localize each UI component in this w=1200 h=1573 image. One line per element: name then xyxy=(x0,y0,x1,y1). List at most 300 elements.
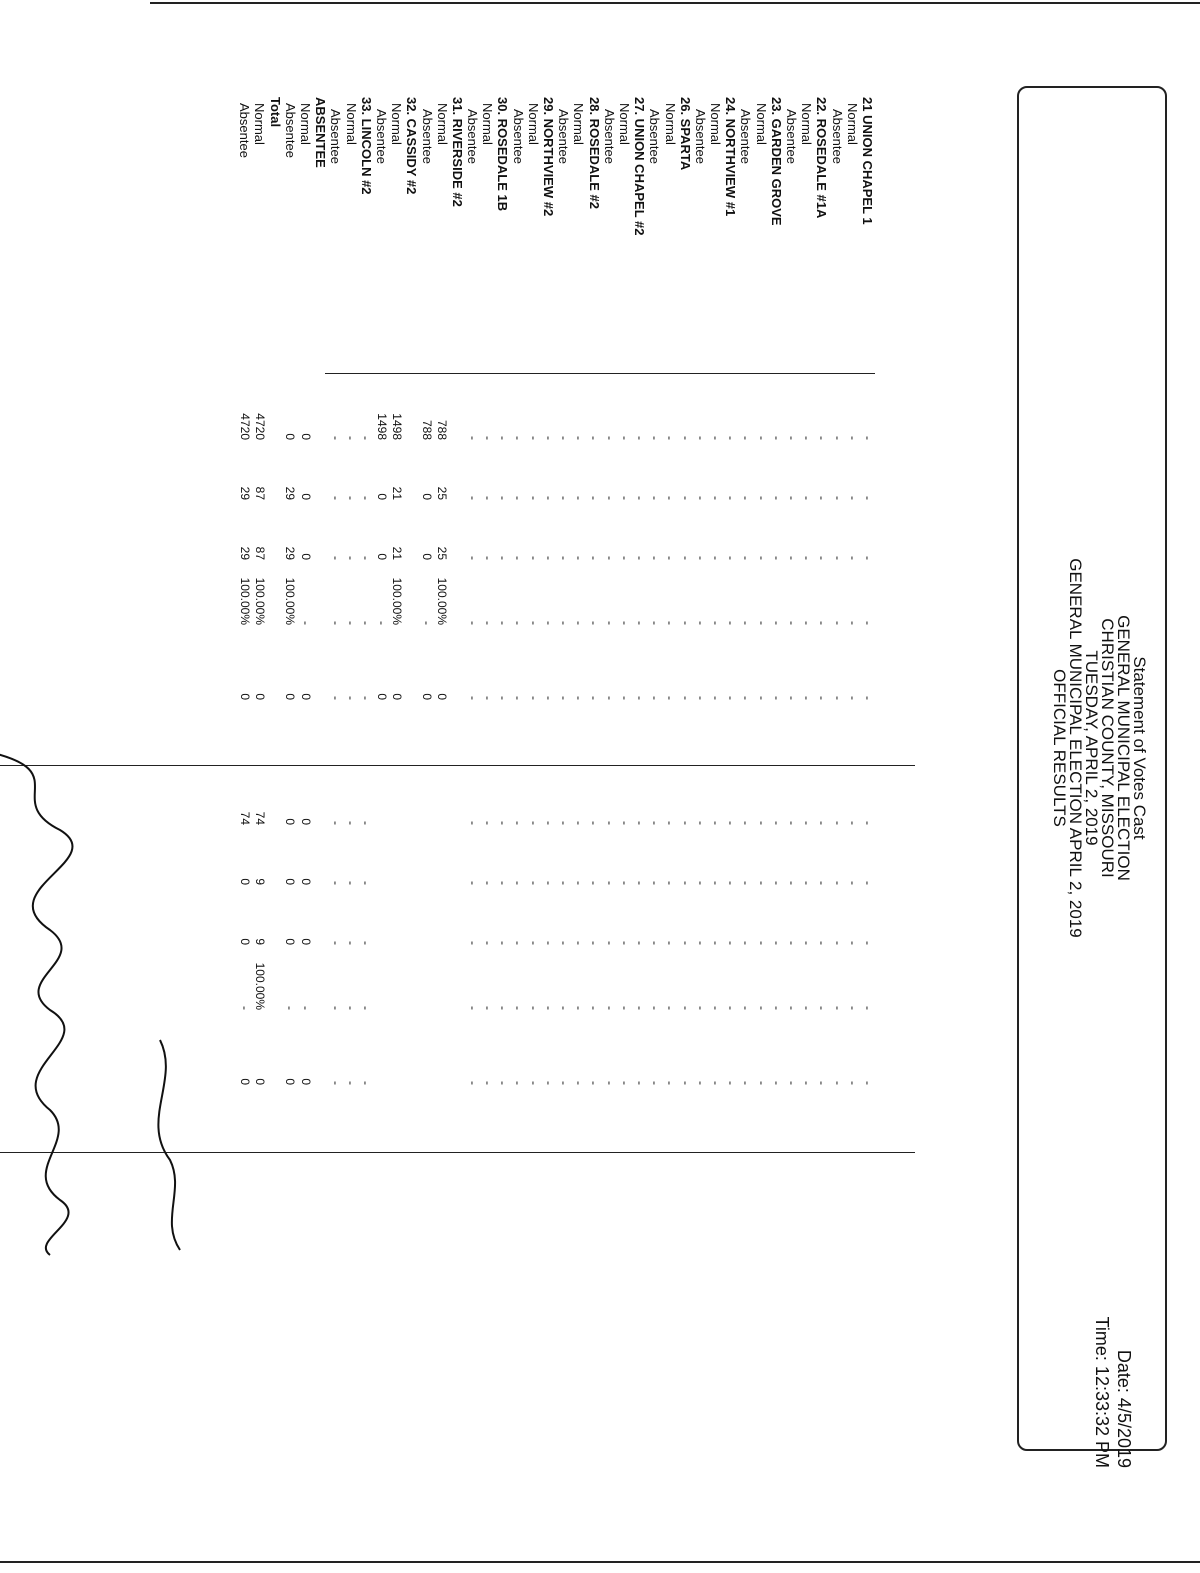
vote-cell: - xyxy=(785,941,799,945)
vote-cell: - xyxy=(739,436,754,440)
vote-cell: - xyxy=(359,821,374,825)
vote-cell: - xyxy=(359,881,374,885)
vote-cell: - xyxy=(602,1006,617,1010)
vote-cell: - xyxy=(329,1081,343,1085)
vote-cell: - xyxy=(769,821,784,825)
vote-cell: - xyxy=(648,881,663,885)
vote-cell: - xyxy=(724,941,739,945)
vote-cell: - xyxy=(709,621,723,625)
vote-cell: - xyxy=(815,821,830,825)
vote-cell xyxy=(389,875,404,945)
vote-cell: - xyxy=(861,1081,875,1085)
vote-cell: - xyxy=(754,436,769,440)
vote-cell: - xyxy=(754,556,769,560)
vote-cell: - xyxy=(633,941,647,945)
vote-cell: - xyxy=(496,696,511,700)
vote-cell: - xyxy=(541,1081,556,1085)
vote-cell xyxy=(449,490,464,560)
vote-cell: - xyxy=(693,1081,708,1085)
vote-cell: - xyxy=(861,821,875,825)
vote-cell: 0 xyxy=(374,553,389,560)
vote-cell: - xyxy=(830,556,845,560)
vote-cell: - xyxy=(617,556,632,560)
precinct-row-label: Normal xyxy=(617,103,632,145)
vote-cell: - xyxy=(465,556,480,560)
vote-cell: - xyxy=(861,496,875,500)
vote-cell: 9 xyxy=(253,878,267,885)
vote-cell: - xyxy=(845,821,860,825)
precinct-row-label: Normal xyxy=(525,103,541,145)
precinct-row-label: 27. UNION CHAPEL #2 xyxy=(632,97,648,236)
vote-cell: - xyxy=(511,496,526,500)
vote-cell: - xyxy=(237,1006,252,1010)
vote-cell: - xyxy=(769,696,784,700)
report-datetime xyxy=(1091,1248,1135,1468)
vote-cell: - xyxy=(769,621,784,625)
precinct-row-label: Absentee xyxy=(601,109,617,164)
vote-cell: - xyxy=(785,1006,799,1010)
precinct-row-label: Normal xyxy=(389,103,405,145)
vote-cell: - xyxy=(481,696,495,700)
vote-cell: - xyxy=(709,1006,723,1010)
vote-cell xyxy=(449,1015,464,1085)
vote-cell: - xyxy=(739,556,754,560)
vote-cell: - xyxy=(815,436,830,440)
vote-cell: - xyxy=(511,881,526,885)
vote-cell: - xyxy=(845,941,860,945)
vote-cell: 0 xyxy=(298,1078,313,1085)
precinct-row-label: Absentee xyxy=(692,109,708,164)
vote-cell: - xyxy=(617,881,632,885)
vote-cell xyxy=(434,1015,449,1085)
vote-cell: 9 xyxy=(253,938,267,945)
report-title-line: TUESDAY, APRIL 2, 2019 xyxy=(1082,650,1101,846)
vote-cell: - xyxy=(830,1006,845,1010)
vote-cell: 788 xyxy=(420,419,435,440)
vote-cell: 29 xyxy=(237,546,252,560)
precinct-row-label: Absentee xyxy=(374,109,389,164)
vote-cell: - xyxy=(344,881,359,885)
vote-cell: 0 xyxy=(298,878,313,885)
vote-cell: - xyxy=(845,881,860,885)
vote-cell: - xyxy=(465,696,480,700)
vote-cell: - xyxy=(648,621,663,625)
precinct-row-label: Absentee xyxy=(647,109,663,164)
vote-cell: 29 xyxy=(237,486,252,500)
vote-cell: - xyxy=(633,881,647,885)
vote-cell: - xyxy=(511,941,526,945)
vote-cell: - xyxy=(572,1081,587,1085)
vote-cell: - xyxy=(663,436,678,440)
vote-cell: - xyxy=(344,496,359,500)
vote-cell: - xyxy=(557,881,571,885)
vote-cell: - xyxy=(663,941,678,945)
vote-cell: - xyxy=(815,556,830,560)
vote-cell: - xyxy=(587,1006,602,1010)
vote-cell: 0 xyxy=(237,693,252,700)
vote-cell: - xyxy=(830,881,845,885)
vote-cell: - xyxy=(557,1006,571,1010)
vote-cell: - xyxy=(329,621,343,625)
vote-cell: - xyxy=(861,696,875,700)
precinct-row-label: Absentee xyxy=(328,109,344,164)
vote-cell: - xyxy=(830,821,845,825)
precinct-row-label: 26. SPARTA xyxy=(677,97,693,171)
precinct-row-label: 24. NORTHVIEW #1 xyxy=(723,97,739,217)
vote-cell: - xyxy=(329,556,343,560)
vote-cell xyxy=(419,875,434,945)
vote-cell: - xyxy=(587,941,602,945)
vote-cell: - xyxy=(617,621,632,625)
vote-cell: - xyxy=(830,496,845,500)
vote-cell: 788 xyxy=(435,419,450,440)
vote-cell: - xyxy=(693,696,708,700)
precinct-row-label: ABSENTEE xyxy=(313,97,329,168)
vote-cell: - xyxy=(359,1006,374,1010)
vote-cell: - xyxy=(617,821,632,825)
vote-cell xyxy=(313,1015,328,1085)
vote-cell: - xyxy=(344,821,359,825)
vote-cell xyxy=(313,940,328,1010)
vote-cell: - xyxy=(709,496,723,500)
vote-cell: - xyxy=(861,436,875,440)
vote-cell: - xyxy=(572,621,587,625)
vote-cell: - xyxy=(648,556,663,560)
vote-cell: - xyxy=(481,436,495,440)
precinct-row-label: Absentee xyxy=(237,103,253,158)
vote-cell: - xyxy=(496,436,511,440)
vote-cell: - xyxy=(739,496,754,500)
vote-cell: - xyxy=(815,1006,830,1010)
precinct-row-label: Normal xyxy=(480,103,496,145)
vote-cell: - xyxy=(785,496,799,500)
vote-cell: - xyxy=(663,1081,678,1085)
vote-cell: - xyxy=(648,941,663,945)
vote-cell: - xyxy=(861,621,875,625)
vote-cell: - xyxy=(602,621,617,625)
vote-cell: - xyxy=(572,496,587,500)
precinct-label-column xyxy=(237,97,875,397)
vote-cell: - xyxy=(739,621,754,625)
report-title-line: GENERAL MUNICIPAL ELECTION APRIL 2, 2019 xyxy=(1066,558,1085,938)
vote-cell: - xyxy=(602,821,617,825)
vote-cell: - xyxy=(815,496,830,500)
vote-cell: 0 xyxy=(283,878,298,885)
vote-cell: - xyxy=(481,881,495,885)
vote-cell: - xyxy=(359,496,374,500)
vote-cell: 0 xyxy=(237,1078,252,1085)
vote-cell: - xyxy=(724,821,739,825)
vote-cell: - xyxy=(785,1081,799,1085)
vote-cell xyxy=(313,555,328,625)
vote-cell: - xyxy=(359,556,374,560)
vote-cell: - xyxy=(754,696,769,700)
vote-cell: - xyxy=(329,496,343,500)
vote-cell: - xyxy=(511,1081,526,1085)
vote-cell: - xyxy=(678,556,693,560)
vote-cell: - xyxy=(754,621,769,625)
precinct-row-label: 21 UNION CHAPEL 1 xyxy=(860,97,875,225)
vote-cell xyxy=(404,875,419,945)
vote-cell: - xyxy=(496,1006,511,1010)
vote-cell: - xyxy=(633,1006,647,1010)
vote-cell: - xyxy=(359,621,374,625)
vote-cell: - xyxy=(344,1081,359,1085)
vote-cell: - xyxy=(587,821,602,825)
vote-cell xyxy=(404,940,419,1010)
vote-cell: - xyxy=(633,621,647,625)
vote-cell: - xyxy=(678,436,693,440)
vote-cell: - xyxy=(845,496,860,500)
vote-cell: - xyxy=(800,556,815,560)
vote-cell: - xyxy=(496,1081,511,1085)
vote-cell: - xyxy=(329,1006,343,1010)
vote-cell: - xyxy=(648,496,663,500)
report-date: Date: 4/5/2019 xyxy=(1114,1349,1134,1468)
vote-cell: - xyxy=(800,436,815,440)
vote-cell: - xyxy=(800,696,815,700)
vote-cell: - xyxy=(344,556,359,560)
vote-cell: 0 xyxy=(283,818,298,825)
vote-cell: - xyxy=(557,556,571,560)
vote-cell: - xyxy=(298,1006,313,1010)
vote-cell: 4720 xyxy=(253,413,267,440)
vote-cell: - xyxy=(541,496,556,500)
vote-cell: - xyxy=(572,941,587,945)
precinct-row-label: Normal xyxy=(571,103,587,145)
vote-cell xyxy=(373,875,388,945)
vote-cell: - xyxy=(693,821,708,825)
vote-cell: - xyxy=(739,696,754,700)
vote-cell: - xyxy=(541,621,556,625)
vote-cell: - xyxy=(465,881,480,885)
precinct-row-label: 30. ROSEDALE 1B xyxy=(495,97,511,212)
vote-cell: - xyxy=(754,941,769,945)
vote-cell: - xyxy=(815,941,830,945)
vote-cell: - xyxy=(587,556,602,560)
vote-cell: - xyxy=(329,821,343,825)
vote-cell: 0 xyxy=(374,493,389,500)
vote-cell: - xyxy=(511,696,526,700)
precinct-row-label: Absentee xyxy=(784,109,800,164)
vote-cell: - xyxy=(526,621,541,625)
vote-cell: - xyxy=(815,881,830,885)
vote-cell: - xyxy=(724,556,739,560)
vote-cell: - xyxy=(648,1081,663,1085)
vote-cell: - xyxy=(633,821,647,825)
vote-cell xyxy=(373,1015,388,1085)
vote-cell: 100.00% xyxy=(283,577,298,625)
vote-cell: - xyxy=(678,821,693,825)
vote-cell: - xyxy=(769,881,784,885)
vote-cell: 29 xyxy=(283,546,298,560)
vote-cell xyxy=(434,875,449,945)
vote-cell: - xyxy=(496,941,511,945)
precinct-row-label: Normal xyxy=(662,103,678,145)
vote-cell: - xyxy=(572,556,587,560)
vote-cell: - xyxy=(465,621,480,625)
vote-cell: - xyxy=(496,621,511,625)
vote-cell xyxy=(404,1015,419,1085)
precinct-row-label: Total xyxy=(267,97,283,128)
vote-cell: - xyxy=(663,881,678,885)
vote-cell: 0 xyxy=(420,693,435,700)
vote-cell: - xyxy=(633,556,647,560)
vote-cell: - xyxy=(557,696,571,700)
vote-cell xyxy=(373,940,388,1010)
precinct-row-label: 31. RIVERSIDE #2 xyxy=(449,97,465,207)
report-header-box xyxy=(1017,86,1167,1468)
precinct-row-label: 22. ROSEDALE #1A xyxy=(814,97,830,219)
vote-cell: - xyxy=(572,1006,587,1010)
vote-cell: - xyxy=(541,941,556,945)
vote-cell: 100.00% xyxy=(253,577,267,625)
vote-cell: - xyxy=(800,1006,815,1010)
precinct-row-label: Absentee xyxy=(465,109,481,164)
vote-cell: 0 xyxy=(253,693,267,700)
vote-cell: - xyxy=(617,436,632,440)
vote-cell: - xyxy=(693,881,708,885)
vote-cell: - xyxy=(754,496,769,500)
vote-cell xyxy=(313,630,328,700)
vote-cell: - xyxy=(663,556,678,560)
vote-cell: - xyxy=(709,696,723,700)
vote-cell: - xyxy=(541,556,556,560)
vote-cell xyxy=(449,940,464,1010)
vote-cell: - xyxy=(541,881,556,885)
vote-cell: - xyxy=(511,621,526,625)
vote-cell: - xyxy=(526,496,541,500)
vote-cell: - xyxy=(648,696,663,700)
vote-cell: - xyxy=(617,1006,632,1010)
vote-cell: 87 xyxy=(253,486,267,500)
vote-cell: - xyxy=(344,436,359,440)
vote-cell xyxy=(404,555,419,625)
vote-cell: - xyxy=(420,621,435,625)
vote-cell: 0 xyxy=(374,693,389,700)
vote-cell: - xyxy=(754,881,769,885)
vote-cell: - xyxy=(329,696,343,700)
vote-cell: - xyxy=(663,496,678,500)
vote-cell: 0 xyxy=(253,1078,267,1085)
precinct-row-label: Normal xyxy=(343,103,359,145)
vote-cell: - xyxy=(465,496,480,500)
vote-cell: - xyxy=(724,1006,739,1010)
vote-cell: - xyxy=(724,496,739,500)
precinct-row-label: Normal xyxy=(753,103,769,145)
vote-cell: 87 xyxy=(253,546,267,560)
vote-cell: - xyxy=(693,496,708,500)
vote-cell: - xyxy=(709,881,723,885)
precinct-row-label: Normal xyxy=(252,103,268,145)
vote-cell: 0 xyxy=(298,493,313,500)
vote-cell: 21 xyxy=(389,546,404,560)
vote-cell: 25 xyxy=(435,546,450,560)
vote-cell: 74 xyxy=(237,811,252,825)
vote-cell: 0 xyxy=(283,1078,298,1085)
vote-cell: - xyxy=(359,436,374,440)
vote-cell: 100.00% xyxy=(253,962,267,1010)
vote-cell: - xyxy=(724,621,739,625)
vote-cell: - xyxy=(481,1081,495,1085)
precinct-row-label: Normal xyxy=(434,103,450,145)
vote-cell: - xyxy=(541,696,556,700)
vote-cell: - xyxy=(511,1006,526,1010)
vote-cell xyxy=(449,875,464,945)
vote-cell: 0 xyxy=(298,938,313,945)
vote-cell: 25 xyxy=(435,486,450,500)
vote-cell: - xyxy=(526,881,541,885)
vote-cell: 0 xyxy=(298,433,313,440)
vote-cell xyxy=(313,875,328,945)
vote-cell: 0 xyxy=(237,878,252,885)
vote-cell: - xyxy=(861,881,875,885)
report-title-line: CHRISTIAN COUNTY, MISSOURI xyxy=(1098,618,1117,878)
vote-cell: - xyxy=(769,436,784,440)
vote-cell: - xyxy=(481,941,495,945)
vote-cell: - xyxy=(496,496,511,500)
vote-cell xyxy=(267,875,282,945)
vote-cell: - xyxy=(861,941,875,945)
vote-cell: - xyxy=(465,941,480,945)
vote-cell: - xyxy=(602,556,617,560)
precinct-row-label: Absentee xyxy=(282,103,298,158)
precinct-row-label: 32. CASSIDY #2 xyxy=(404,97,420,195)
precinct-row-label: Absentee xyxy=(738,109,754,164)
vote-cell: - xyxy=(709,941,723,945)
vote-cell: - xyxy=(861,1006,875,1010)
vote-cell: - xyxy=(785,436,799,440)
vote-cell: - xyxy=(496,821,511,825)
vote-cell: - xyxy=(496,556,511,560)
vote-cell: - xyxy=(481,621,495,625)
vote-cell xyxy=(404,630,419,700)
precinct-row-label: 29. NORTHVIEW #2 xyxy=(541,97,557,217)
vote-cell: - xyxy=(633,436,647,440)
precinct-row-label: Normal xyxy=(799,103,815,145)
vote-cell: - xyxy=(617,941,632,945)
signature-image xyxy=(0,740,200,1260)
vote-cell: 0 xyxy=(420,493,435,500)
vote-cell: - xyxy=(572,821,587,825)
report-time: Time: 12:33:32 PM xyxy=(1092,1316,1112,1468)
vote-cell: - xyxy=(785,556,799,560)
vote-cell: - xyxy=(572,881,587,885)
vote-cell: - xyxy=(754,1006,769,1010)
vote-cell: - xyxy=(769,1081,784,1085)
vote-cell: - xyxy=(709,1081,723,1085)
vote-cell: - xyxy=(587,436,602,440)
vote-cell: - xyxy=(344,1006,359,1010)
vote-cell: - xyxy=(663,621,678,625)
vote-cell: - xyxy=(526,1006,541,1010)
vote-cell: - xyxy=(465,1081,480,1085)
vote-cell: - xyxy=(663,696,678,700)
vote-cell: 74 xyxy=(253,811,267,825)
vote-cell: - xyxy=(511,556,526,560)
vote-cell: - xyxy=(724,436,739,440)
vote-cell: - xyxy=(587,496,602,500)
vote-cell: - xyxy=(830,436,845,440)
precinct-row-label: Normal xyxy=(708,103,724,145)
vote-cell: - xyxy=(587,696,602,700)
vote-cell: - xyxy=(678,1081,693,1085)
vote-cell: - xyxy=(329,941,343,945)
vote-cell: - xyxy=(800,496,815,500)
precinct-row-label: Absentee xyxy=(419,109,435,164)
vote-cell: - xyxy=(329,881,343,885)
vote-cell: - xyxy=(359,1081,374,1085)
